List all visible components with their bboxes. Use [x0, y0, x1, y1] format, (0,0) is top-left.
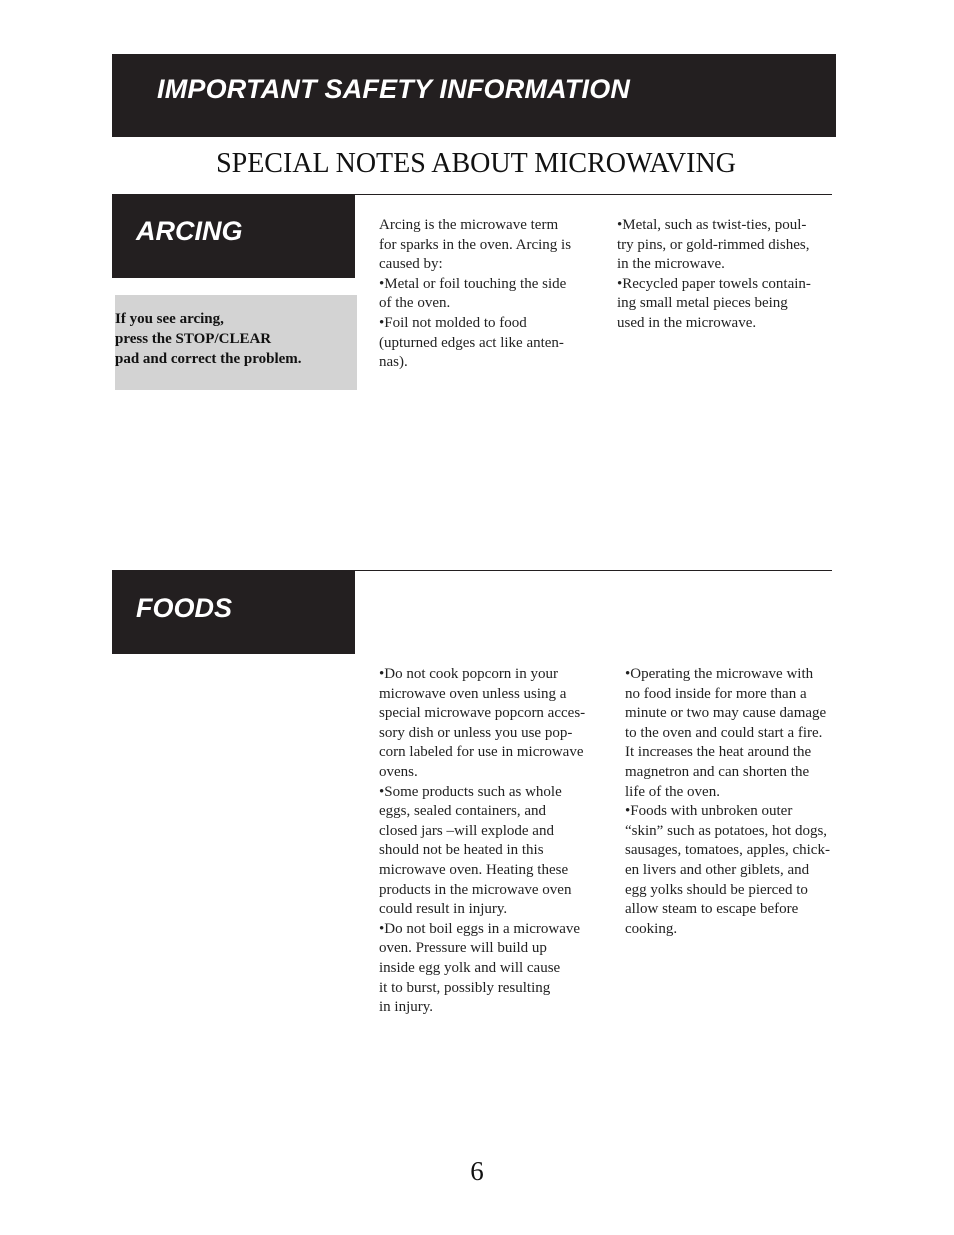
text-line: inside egg yolk and will cause	[379, 959, 561, 976]
text-line: •Metal, such as twist-ties, poul-	[617, 217, 807, 233]
text-line: “skin” such as potatoes, hot dogs,	[625, 822, 828, 839]
callout-line: pad and correct the problem.	[115, 350, 302, 367]
text-line: products in the microwave oven	[379, 881, 572, 898]
arcing-callout-text	[115, 310, 357, 369]
text-line: should not be heated in this	[379, 842, 544, 859]
foods-heading: FOODS	[136, 593, 233, 623]
text-line: •Some products such as whole	[379, 783, 562, 800]
text-line: egg yolks should be pierced to	[625, 881, 808, 898]
text-line: •Operating the microwave with	[625, 666, 814, 682]
text-line: Arcing is the microwave term	[379, 217, 559, 233]
text-line: sausages, tomatoes, apples, chick-	[625, 842, 830, 859]
text-line: life of the oven.	[625, 783, 720, 800]
text-line: •Foil not molded to food	[379, 314, 527, 331]
text-line: sory dish or unless you use pop-	[379, 724, 573, 741]
text-line: microwave oven. Heating these	[379, 861, 569, 878]
text-line: special microwave popcorn acces-	[379, 705, 586, 722]
text-line: could result in injury.	[379, 901, 508, 918]
text-line: closed jars –will explode and	[379, 822, 554, 839]
text-line: (upturned edges act like anten-	[379, 334, 564, 351]
page-title: IMPORTANT SAFETY INFORMATION	[157, 74, 631, 104]
text-line: microwave oven unless using a	[379, 685, 567, 702]
text-line: allow steam to escape before	[625, 901, 799, 918]
callout-line: press the STOP/CLEAR	[115, 330, 272, 347]
text-line: •Metal or foil touching the side	[379, 275, 567, 292]
text-line: ing small metal pieces being	[617, 295, 788, 312]
text-line: to the oven and could start a fire.	[625, 724, 823, 741]
arcing-column-2	[617, 216, 842, 334]
text-line: it to burst, possibly resulting	[379, 979, 551, 996]
text-line: corn labeled for use in microwave	[379, 744, 584, 761]
callout-line: If you see arcing,	[115, 311, 224, 327]
text-line: in the microwave.	[617, 256, 725, 273]
text-line: try pins, or gold-rimmed dishes,	[617, 236, 810, 253]
text-line: •Recycled paper towels contain-	[617, 275, 811, 292]
text-line: en livers and other giblets, and	[625, 861, 810, 878]
arcing-heading: ARCING	[136, 216, 243, 246]
text-line: in injury.	[379, 999, 434, 1016]
text-line: used in the microwave.	[617, 314, 757, 331]
text-line: oven. Pressure will build up	[379, 940, 547, 957]
text-line: •Do not cook popcorn in your	[379, 666, 558, 682]
foods-column-1	[379, 665, 611, 1018]
text-line: of the oven.	[379, 295, 451, 312]
text-line: no food inside for more than a	[625, 685, 807, 702]
page-subtitle: SPECIAL NOTES ABOUT MICROWAVING	[216, 148, 736, 179]
page-number: 6	[470, 1156, 484, 1186]
text-line: •Do not boil eggs in a microwave	[379, 920, 581, 937]
text-line: It increases the heat around the	[625, 744, 812, 761]
text-line: nas).	[379, 354, 408, 371]
foods-column-2	[625, 665, 853, 939]
text-line: •Foods with unbroken outer	[625, 803, 793, 820]
text-line: minute or two may cause damage	[625, 705, 827, 722]
arcing-column-1	[379, 216, 611, 373]
text-line: for sparks in the oven. Arcing is	[379, 236, 572, 253]
text-line: cooking.	[625, 920, 678, 937]
text-line: ovens.	[379, 763, 418, 780]
text-line: caused by:	[379, 256, 443, 273]
text-line: magnetron and can shorten the	[625, 763, 810, 780]
text-line: eggs, sealed containers, and	[379, 803, 547, 820]
